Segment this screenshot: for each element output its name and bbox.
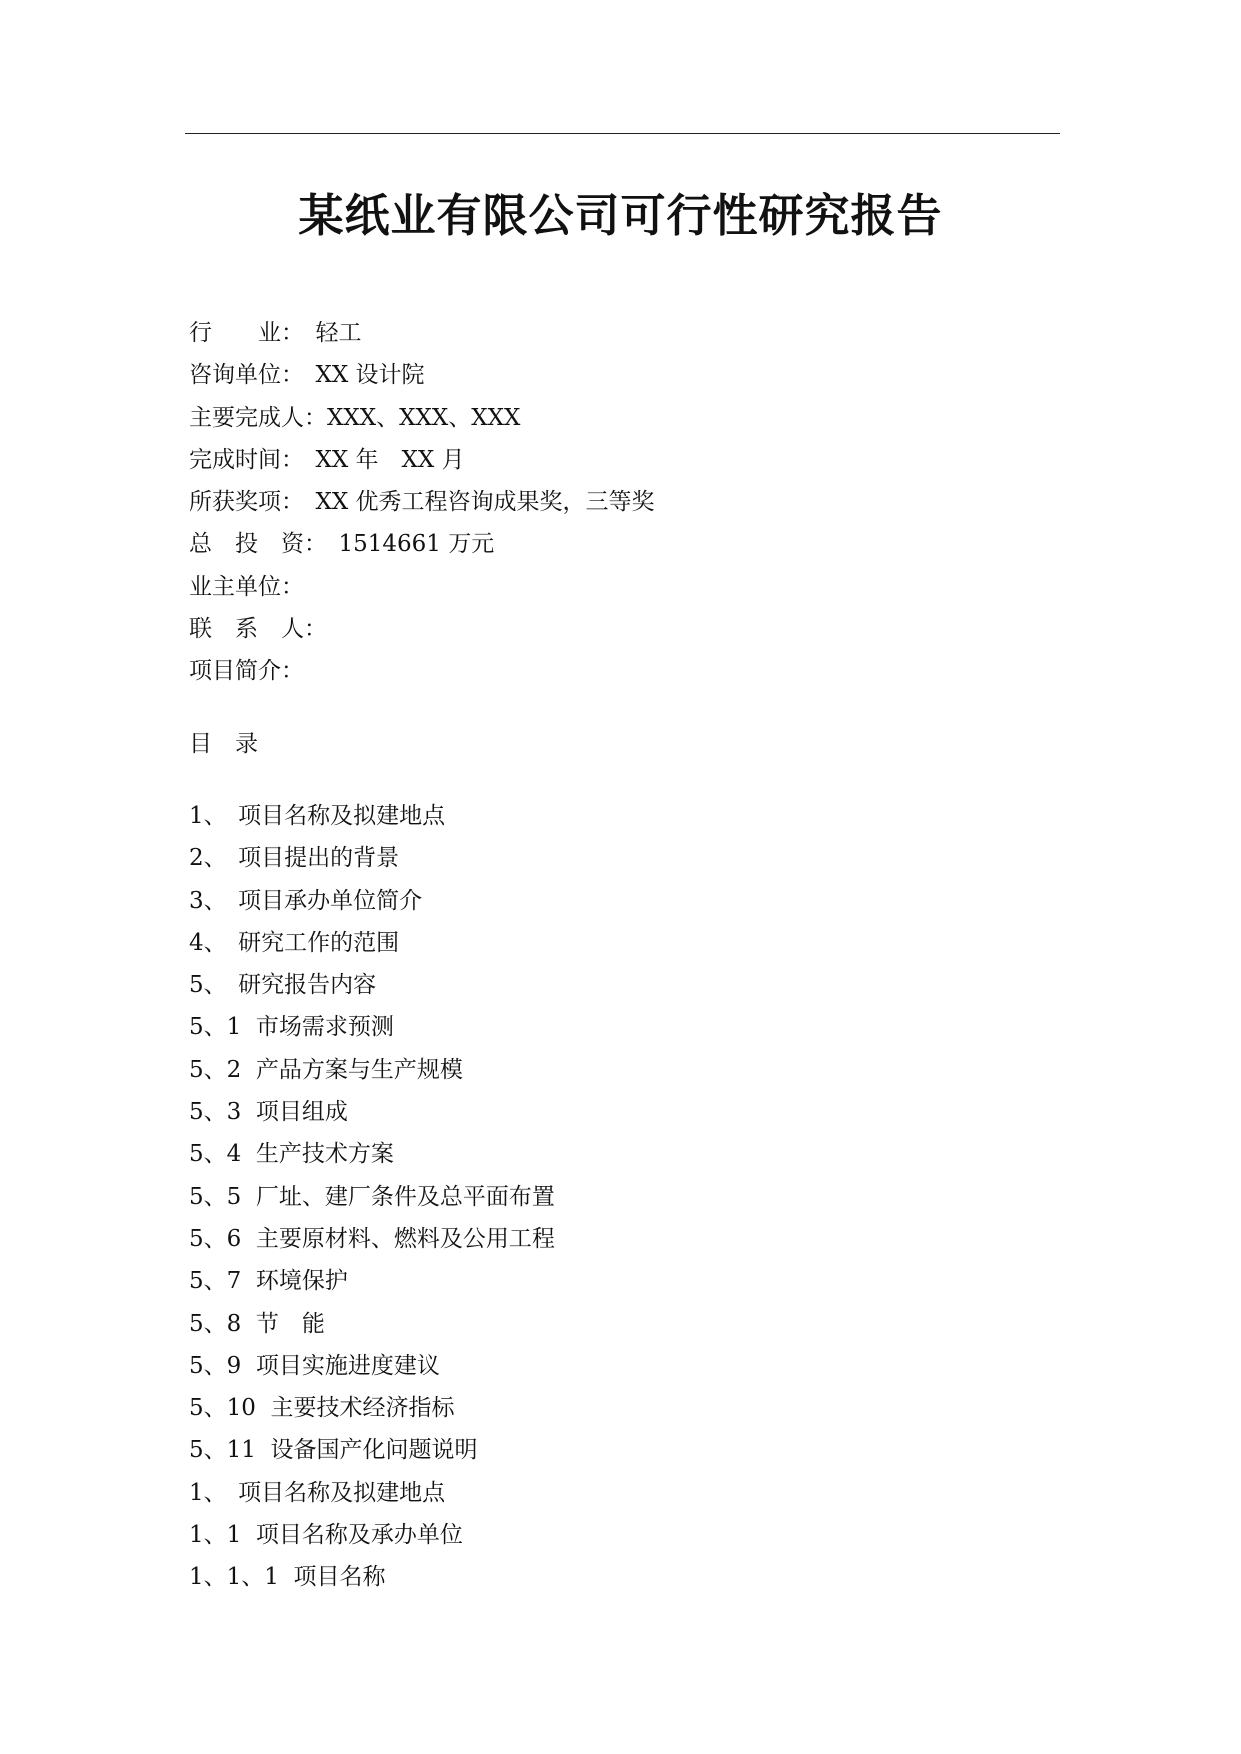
toc-item: 5、6 主要原材料、燃料及公用工程: [189, 1225, 555, 1252]
toc-list: [189, 795, 1049, 1599]
toc-item: 5、11 设备国产化问题说明: [189, 1437, 478, 1464]
toc-item: 5、8 节 能: [189, 1310, 325, 1337]
toc-item: 5、2 产品方案与生产规模: [189, 1056, 463, 1083]
toc-item: 5、3 项目组成: [189, 1099, 348, 1126]
document-title: 某纸业有限公司可行性研究报告: [298, 189, 943, 242]
info-completion-time: 完成时间： XX 年 XX 月: [189, 446, 465, 473]
info-contact-person: 联 系 人：: [189, 616, 327, 643]
toc-heading: 目 录: [189, 730, 258, 757]
toc-item: 5、4 生产技术方案: [189, 1141, 394, 1168]
info-main-authors: 主要完成人：XXX、XXX、XXX: [189, 404, 521, 431]
info-block: [189, 312, 1049, 693]
toc-item: 2、 项目提出的背景: [189, 845, 400, 872]
toc-item: 1、1 项目名称及承办单位: [189, 1522, 463, 1549]
toc-item: 5、10 主要技术经济指标: [189, 1395, 455, 1422]
info-industry: 行 业： 轻工: [189, 320, 362, 346]
toc-item: 1、 项目名称及拟建地点: [189, 1479, 446, 1506]
toc-item: 5、1 市场需求预测: [189, 1014, 394, 1041]
info-total-investment: 总 投 资： 1514661 万元: [189, 531, 495, 558]
info-project-summary: 项目简介：: [189, 658, 304, 685]
toc-item: 5、9 项目实施进度建议: [189, 1352, 440, 1379]
info-awards: 所获奖项： XX 优秀工程咨询成果奖，三等奖: [189, 489, 655, 516]
toc-item: 5、5 厂址、建厂条件及总平面布置: [189, 1183, 555, 1210]
document-body: [189, 312, 1049, 1599]
toc-item: 1、1、1 项目名称: [189, 1564, 386, 1591]
toc-item: 4、 研究工作的范围: [189, 929, 400, 956]
info-owner-unit: 业主单位：: [189, 573, 304, 600]
toc-item: 3、 项目承办单位简介: [189, 887, 423, 914]
toc-item: 5、 研究报告内容: [189, 972, 377, 999]
info-consulting-unit: 咨询单位： XX 设计院: [189, 362, 425, 389]
toc-item: 1、 项目名称及拟建地点: [189, 802, 446, 829]
toc-item: 5、7 环境保护: [189, 1268, 348, 1295]
header-rule: [185, 133, 1060, 134]
